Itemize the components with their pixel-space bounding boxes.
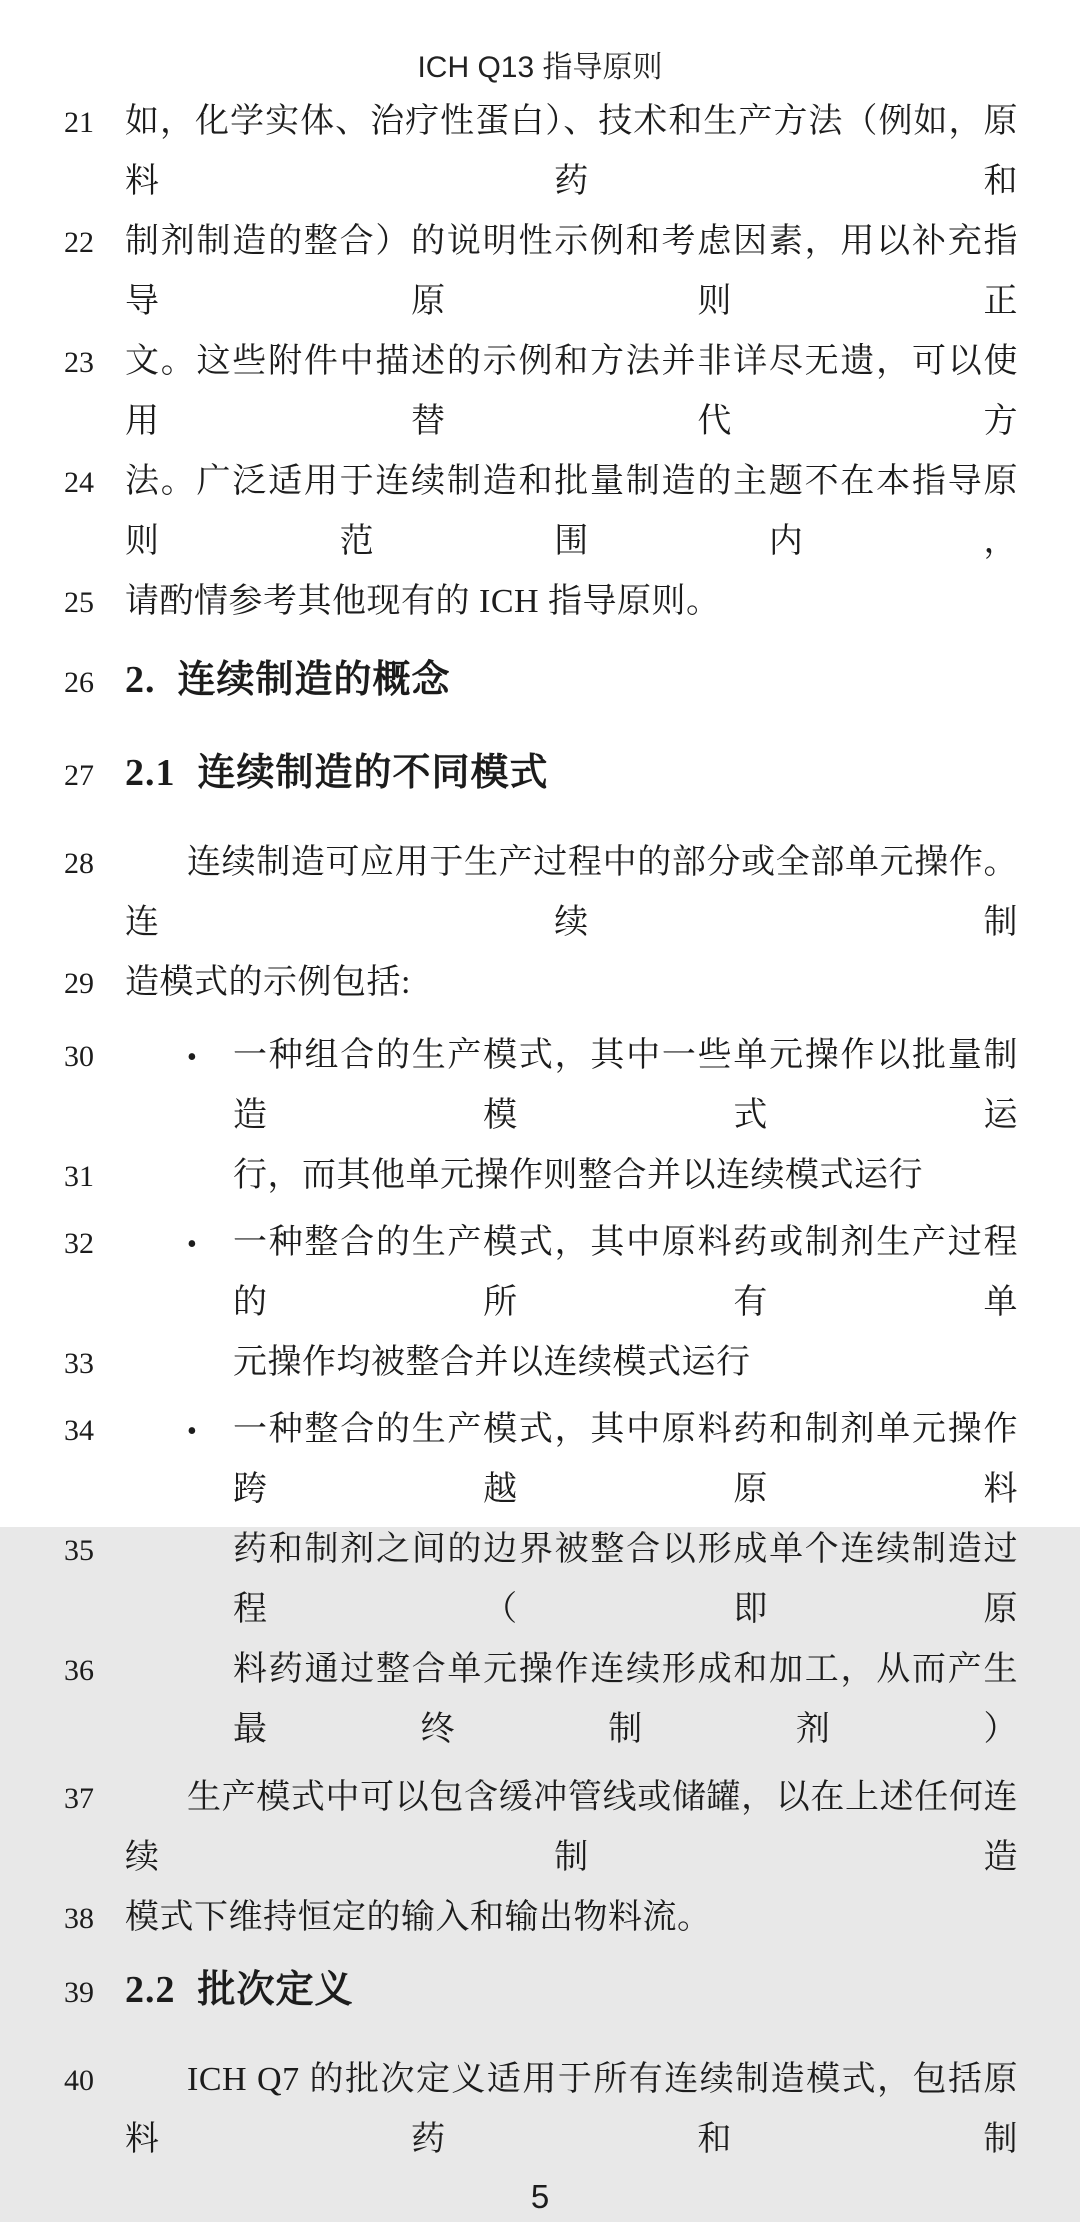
- line-number: 26: [64, 666, 94, 699]
- bullet-item-3-line-36: [0, 1640, 1080, 1760]
- line-text: 请酌情参考其他现有的 ICH 指导原则。: [125, 583, 721, 620]
- bullet-item-1-line-31: [0, 1146, 1080, 1207]
- line-text: 如，化学实体、治疗性蛋白）、技术和生产方法（例如，原料药和: [125, 103, 1018, 200]
- line-text: 元操作均被整合并以连续模式运行: [233, 1344, 751, 1381]
- line-37: [0, 1768, 1080, 1888]
- bullet-item-1-line-30: [0, 1026, 1080, 1146]
- line-text: 一种整合的生产模式，其中原料药或制剂生产过程的所有单: [233, 1224, 1018, 1321]
- line-text: 行，而其他单元操作则整合并以连续模式运行: [233, 1157, 923, 1194]
- section-heading-2: [0, 645, 1080, 718]
- line-text: 制剂制造的整合）的说明性示例和考虑因素，用以补充指导原则正: [125, 223, 1018, 320]
- heading-number: 2.2: [125, 1969, 176, 2011]
- section-heading-2-2: [0, 1955, 1080, 2028]
- heading-number: 2.1: [125, 752, 176, 794]
- line-text: 模式下维持恒定的输入和输出物料流。: [125, 1899, 712, 1936]
- document-header: ICH Q13 指导原则: [417, 51, 663, 84]
- bullet-item-3-line-35: [0, 1520, 1080, 1640]
- line-40: [0, 2050, 1080, 2170]
- line-text: 文。这些附件中描述的示例和方法并非详尽无遗，可以使用替代方: [125, 343, 1018, 440]
- bullet-icon: •: [187, 1416, 197, 1447]
- line-number: 25: [64, 586, 94, 619]
- line-text: ICH Q7 的批次定义适用于所有连续制造模式，包括原料药和制: [125, 2061, 1018, 2158]
- line-number: 33: [64, 1347, 94, 1380]
- heading-number: 2.: [125, 659, 156, 701]
- line-number: 32: [64, 1227, 94, 1260]
- line-25: [0, 572, 1080, 633]
- line-number: 21: [64, 106, 94, 139]
- line-text: 造模式的示例包括:: [125, 964, 411, 1001]
- line-22: [0, 212, 1080, 332]
- line-number: 24: [64, 466, 94, 499]
- line-number: 40: [64, 2064, 94, 2097]
- line-number: 39: [64, 1976, 94, 2009]
- heading-title: 连续制造的不同模式: [197, 752, 549, 794]
- bullet-icon: •: [187, 1042, 197, 1073]
- line-number: 23: [64, 346, 94, 379]
- heading-title: 连续制造的概念: [177, 659, 451, 701]
- bullet-icon: •: [187, 1229, 197, 1260]
- line-23: [0, 332, 1080, 452]
- line-number: 22: [64, 226, 94, 259]
- line-number: 37: [64, 1782, 94, 1815]
- bullet-item-3-line-34: [0, 1400, 1080, 1520]
- line-number: 30: [64, 1040, 94, 1073]
- line-number: 29: [64, 967, 94, 1000]
- line-number: 34: [64, 1414, 94, 1447]
- line-24: [0, 452, 1080, 572]
- line-text: 连续制造可应用于生产过程中的部分或全部单元操作。连续制: [125, 844, 1018, 941]
- section-heading-2-1: [0, 738, 1080, 811]
- heading-text: [125, 1955, 1018, 2025]
- line-text: 一种整合的生产模式，其中原料药和制剂单元操作跨越原料: [233, 1411, 1018, 1508]
- line-number: 27: [64, 759, 94, 792]
- page-number: 5: [530, 2178, 550, 2215]
- line-text: 生产模式中可以包含缓冲管线或储罐，以在上述任何连续制造: [125, 1779, 1018, 1876]
- line-38: [0, 1888, 1080, 1949]
- bullet-item-2-line-32: [0, 1213, 1080, 1333]
- line-29: [0, 953, 1080, 1014]
- line-28: [0, 833, 1080, 953]
- line-number: 28: [64, 847, 94, 880]
- line-number: 36: [64, 1654, 94, 1687]
- heading-title: 批次定义: [197, 1969, 354, 2011]
- line-number: 31: [64, 1160, 94, 1193]
- line-text: 法。广泛适用于连续制造和批量制造的主题不在本指导原则范围内，: [125, 463, 1018, 560]
- bullet-item-2-line-33: [0, 1333, 1080, 1394]
- heading-text: [125, 645, 1018, 715]
- line-21: [0, 92, 1080, 212]
- line-number: 38: [64, 1902, 94, 1935]
- line-text: 一种组合的生产模式，其中一些单元操作以批量制造模式运: [233, 1037, 1018, 1134]
- line-text: 料药通过整合单元操作连续形成和加工，从而产生最终制剂）: [233, 1651, 1018, 1748]
- heading-text: [125, 738, 1018, 808]
- line-text: 药和制剂之间的边界被整合以形成单个连续制造过程（即原: [233, 1531, 1018, 1628]
- line-number: 35: [64, 1534, 94, 1567]
